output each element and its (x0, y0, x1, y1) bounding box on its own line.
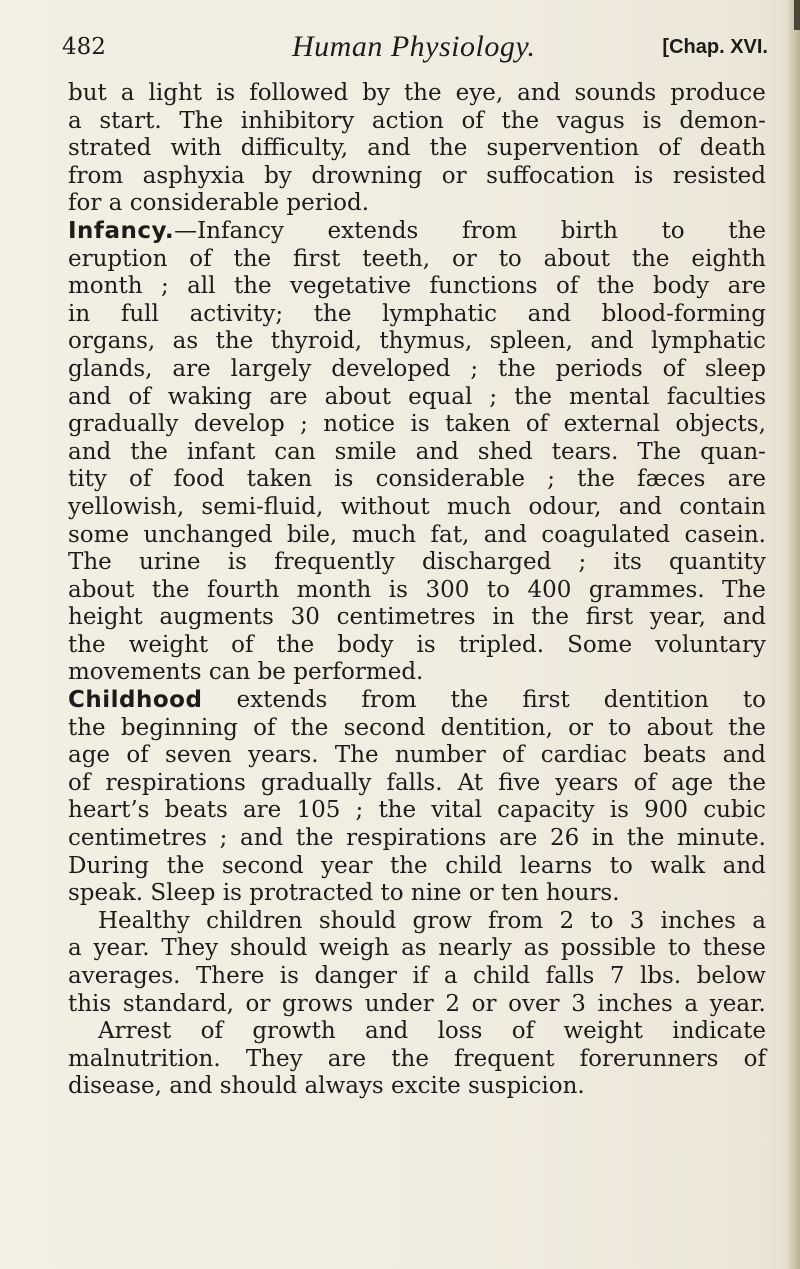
line-text: disease, and should always excite suspicion. (68, 1073, 585, 1100)
text-line: malnutrition. They are the frequent forerunners of (68, 1045, 766, 1072)
text-line: a start. The inhibitory action of the vagus is demon- (68, 107, 766, 134)
section-heading: Infancy. (68, 217, 175, 244)
text-line: a year. They should weigh as nearly as possible to these (68, 935, 766, 962)
text-line: During the second year the child learns to walk and (68, 852, 766, 879)
text-line: Healthy children should grow from 2 to 3 inches a (98, 907, 766, 934)
text-line: The urine is frequently discharged ; its quantity (68, 549, 766, 576)
text-line: glands, are largely developed ; the periods of sleep (68, 355, 766, 382)
text-line: gradually develop ; notice is taken of external objects, (68, 411, 766, 438)
page-header (62, 30, 768, 70)
text-line: yellowish, semi-fluid, without much odour, and contain (68, 493, 766, 520)
text-line: but a light is followed by the eye, and sounds produce (68, 80, 766, 106)
text-line: and the infant can smile and shed tears. The quan- (68, 438, 766, 465)
text-line: some unchanged bile, much fat, and coagulated casein. (68, 521, 766, 548)
line-text: for a considerable period. (68, 190, 369, 217)
text-line: strated with difficulty, and the supervention of death (68, 135, 766, 162)
text-line (68, 1073, 766, 1101)
text-line: month ; all the vegetative functions of the body are (68, 273, 766, 300)
text-line: in full activity; the lymphatic and blood-forming (68, 300, 766, 327)
line-text: movements can be performed. (68, 659, 424, 686)
edge-mark (794, 0, 800, 30)
text-line: Arrest of growth and loss of weight indicate (98, 1018, 766, 1045)
text-line: Infancy.—Infancy extends from birth to the (68, 217, 766, 244)
text-line: centimetres ; and the respirations are 26 in the minute. (68, 825, 766, 852)
page-number: 482 (62, 34, 106, 60)
text-line (68, 190, 766, 218)
text-line: height augments 30 centimetres in the first year, and (68, 604, 766, 631)
line-text: speak. Sleep is protracted to nine or ten hours. (68, 880, 620, 907)
text-line: organs, as the thyroid, thymus, spleen, and lymphatic (68, 328, 766, 355)
section-heading: Childhood (68, 687, 203, 714)
text-line: of respirations gradually falls. At five years of age the (68, 769, 766, 796)
text-line: Childhood extends from the first dentition to (68, 687, 766, 714)
text-line: from asphyxia by drowning or suffocation is resisted (68, 162, 766, 189)
text-line: about the fourth month is 300 to 400 grammes. The (68, 576, 766, 603)
text-line: tity of food taken is considerable ; the fæces are (68, 466, 766, 493)
text-line: the weight of the body is tripled. Some voluntary (68, 631, 766, 658)
running-title: Human Physiology. (292, 30, 536, 63)
text-line: this standard, or grows under 2 or over 3 inches a year. (68, 990, 766, 1017)
page-edge (786, 0, 800, 1269)
text-line: heart’s beats are 105 ; the vital capacity is 900 cubic (68, 797, 766, 824)
text-line: averages. There is danger if a child falls 7 lbs. below (68, 963, 766, 989)
body-text (68, 80, 766, 1101)
text-line: age of seven years. The number of cardiac beats and (68, 742, 766, 769)
text-line: eruption of the first teeth, or to about the eighth (68, 245, 766, 272)
text-line (68, 880, 766, 908)
text-line: and of waking are about equal ; the mental faculties (68, 383, 766, 410)
chapter-label: [Chap. XVI. (662, 36, 768, 58)
text-line (68, 659, 766, 687)
text-line: the beginning of the second dentition, or to about the (68, 714, 766, 741)
